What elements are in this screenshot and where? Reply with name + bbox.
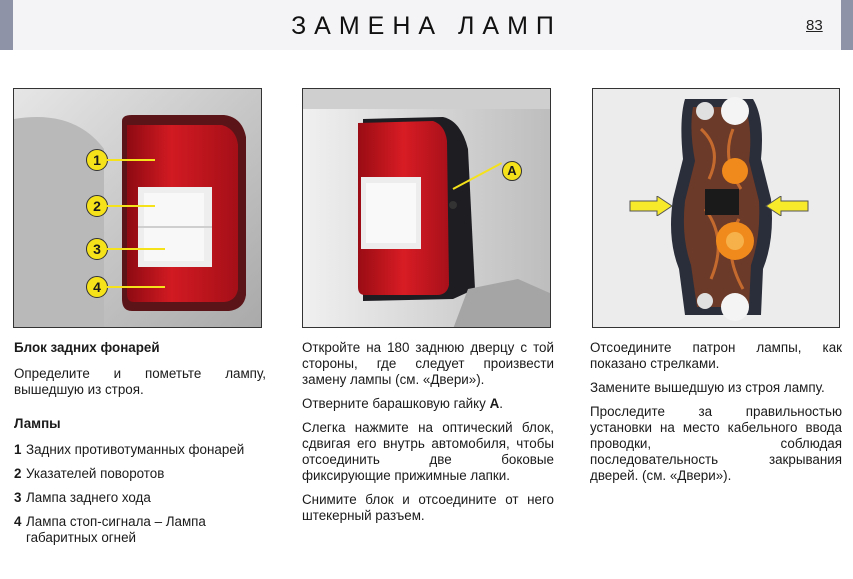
leader-line-1 [107, 159, 155, 161]
step-paragraph-1: Откройте на 180 заднюю дверцу с той стороны, где следует произвести замену лампы (см. «Двери»). [302, 340, 554, 387]
list-item [14, 442, 266, 458]
nut-label: A [489, 396, 500, 411]
step-paragraph-3: Слегка нажмите на оптический блок, сдвигая его внутрь автомобиля, чтобы отсоединить две боковые фиксирующие прижимные лапки. [302, 420, 554, 483]
lamp-marker-4: 4 [86, 276, 108, 298]
list-item-number: 1 [14, 442, 22, 457]
step-paragraph-2 [302, 396, 554, 412]
section-heading: Блок задних фонарей [14, 340, 160, 355]
column-rear-lamps [14, 340, 266, 554]
lamps-subheading: Лампы [14, 416, 61, 431]
list-item-text: Лампа заднего хода [26, 490, 151, 505]
nut-a-marker: A [502, 161, 522, 181]
leader-line-4 [107, 286, 165, 288]
step-paragraph-6: Замените вышедшую из строя лампу. [590, 380, 825, 395]
list-item-number: 3 [14, 490, 22, 505]
list-item [14, 514, 266, 546]
step-paragraph-5: Отсоедините патрон лампы, как показано стрелками. [590, 340, 842, 371]
step-paragraph-7: Проследите за правильностью установки на место кабельного ввода проводки, соблюдая последовательность закрывания дверей. (см. «Двери»). [590, 404, 842, 483]
list-item-number: 2 [14, 466, 22, 481]
list-item-text: Указателей поворотов [26, 466, 165, 481]
column-bulb-steps [590, 340, 842, 492]
lamp-marker-2: 2 [86, 195, 108, 217]
intro-paragraph: Определите и пометьте лампу, вышедшую из строя. [14, 366, 266, 397]
list-item [14, 490, 266, 506]
leader-line-3 [107, 248, 165, 250]
list-item-text: Задних противотуманных фонарей [26, 442, 245, 457]
lamp-holder-board-photo [592, 88, 840, 328]
right-arrow-icon [765, 196, 809, 216]
list-item [14, 466, 266, 482]
list-item-text: Лампа стоп-сигнала – Лампа габаритных огней [26, 514, 206, 545]
lamp-marker-1: 1 [86, 149, 108, 171]
lamp-marker-3: 3 [86, 238, 108, 260]
step-paragraph-4: Снимите блок и отсоедините от него штекерный разъем. [302, 492, 554, 523]
page-title: ЗАМЕНА ЛАМП [291, 12, 562, 40]
left-arrow-icon [629, 196, 673, 216]
open-door-lamp-photo [302, 88, 551, 328]
step-2-text: Отверните барашковую гайку [302, 396, 490, 411]
list-item-number: 4 [14, 514, 22, 529]
page-number: 83 [806, 17, 823, 34]
rear-lamp-cluster-photo [13, 88, 262, 328]
leader-line-2 [107, 205, 155, 207]
step-2-end: . [499, 396, 503, 411]
column-removal-steps [302, 340, 554, 532]
